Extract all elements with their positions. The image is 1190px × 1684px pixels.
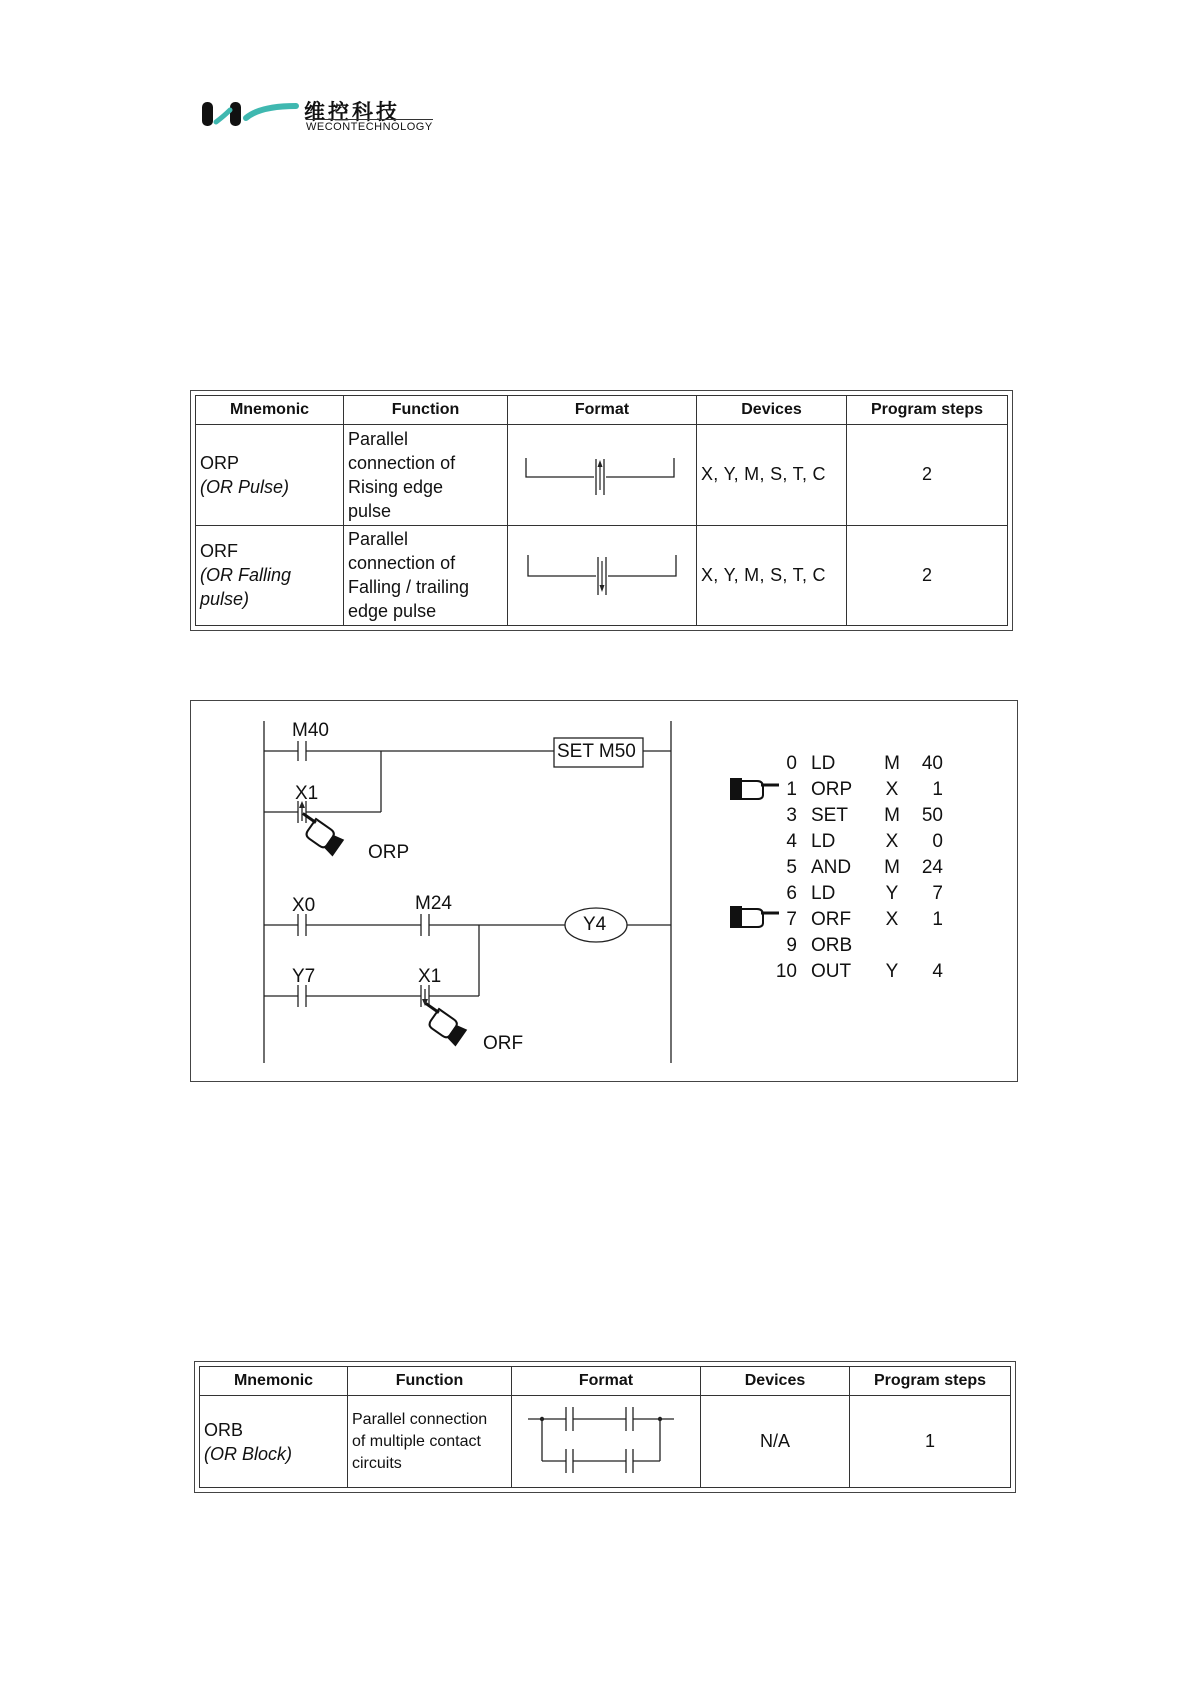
header-format: Format <box>512 1367 701 1396</box>
step-number: 1 <box>786 779 797 800</box>
step-number: 7 <box>786 909 797 930</box>
instruction: ORP <box>811 779 853 800</box>
logo-chinese-text: 维控科技 <box>304 100 400 124</box>
header-devices: Devices <box>697 396 847 425</box>
steps-cell: 2 <box>847 525 1008 626</box>
device: M <box>884 753 900 774</box>
instruction: ORF <box>811 909 852 930</box>
function-line: Falling / trailing <box>348 577 470 598</box>
mnemonic-orf-sub: pulse) <box>200 589 250 610</box>
device-number: 1 <box>932 779 943 800</box>
device: M <box>884 805 900 826</box>
mnemonic-orp: ORP <box>200 452 240 473</box>
contact-label-x1-falling: X1 <box>418 966 442 987</box>
table-row-orp <box>196 425 1008 526</box>
step-number: 10 <box>775 961 797 982</box>
pointing-hand-icon <box>293 811 344 855</box>
pointing-hand-icon <box>416 1001 467 1045</box>
function-line: edge pulse <box>348 601 437 622</box>
set-instruction-box: SET M50 <box>557 741 636 762</box>
table-row-orb <box>200 1396 1011 1488</box>
function-line: Parallel connection <box>352 1410 488 1428</box>
function-line: of multiple contact <box>352 1432 481 1450</box>
format-cell <box>508 425 697 526</box>
output-coil-y4: Y4 <box>583 914 607 935</box>
table-row-orf <box>196 525 1008 626</box>
steps-cell: 2 <box>847 425 1008 526</box>
contact-label-m24: M24 <box>415 893 452 914</box>
orb-block-diagram-icon <box>526 1399 686 1479</box>
instruction: LD <box>811 883 836 904</box>
format-cell <box>512 1396 701 1488</box>
function-line: connection of <box>348 553 456 574</box>
device-number: 0 <box>932 831 943 852</box>
mnemonic-orf-sub: (OR Falling <box>200 565 292 586</box>
step-number: 5 <box>786 857 797 878</box>
device-number: 24 <box>921 857 943 878</box>
devices-cell: N/A <box>701 1396 850 1488</box>
function-cell <box>344 525 508 626</box>
device-number: 4 <box>932 961 943 982</box>
step-number: 4 <box>786 831 797 852</box>
header-function: Function <box>348 1367 512 1396</box>
contact-label-x0: X0 <box>292 895 316 916</box>
step-number: 0 <box>786 753 797 774</box>
logo-english-text: WECONTECHNOLOGY <box>306 121 433 133</box>
mnemonic-cell <box>196 525 344 626</box>
instruction: SET <box>811 805 848 826</box>
function-line: connection of <box>348 452 456 473</box>
function-cell <box>348 1396 512 1488</box>
instruction: ORB <box>811 935 853 956</box>
instruction: LD <box>811 831 836 852</box>
header-program-steps: Program steps <box>850 1367 1011 1396</box>
device: X <box>885 909 899 930</box>
mnemonic-orf: ORF <box>200 541 238 562</box>
orb-table <box>194 1361 1016 1493</box>
header-mnemonic: Mnemonic <box>200 1367 348 1396</box>
format-cell <box>508 525 697 626</box>
step-number: 6 <box>786 883 797 904</box>
device-number: 40 <box>921 753 943 774</box>
mnemonic-orb: ORB <box>204 1419 244 1440</box>
function-line: circuits <box>352 1454 402 1472</box>
function-line: Rising edge <box>348 476 444 497</box>
function-cell <box>344 425 508 526</box>
device: X <box>885 831 899 852</box>
device: X <box>885 779 899 800</box>
mnemonic-cell <box>200 1396 348 1488</box>
function-line: Parallel <box>348 529 409 550</box>
device-number: 7 <box>932 883 943 904</box>
orp-orf-table <box>190 390 1013 631</box>
mnemonic-orb-sub: (OR Block) <box>204 1443 293 1464</box>
step-number: 3 <box>786 805 797 826</box>
mnemonic-cell <box>196 425 344 526</box>
falling-edge-contact-icon <box>522 543 682 603</box>
ladder-example-box <box>190 700 1018 1082</box>
contact-label-x1: X1 <box>295 783 319 804</box>
header-devices: Devices <box>701 1367 850 1396</box>
device: M <box>884 857 900 878</box>
logo-mark-icon <box>200 96 300 132</box>
header-mnemonic: Mnemonic <box>196 396 344 425</box>
company-logo <box>200 96 490 136</box>
steps-cell: 1 <box>850 1396 1011 1488</box>
contact-label-y7: Y7 <box>292 966 316 987</box>
device: Y <box>885 961 899 982</box>
devices-cell: X, Y, M, S, T, C <box>697 525 847 626</box>
step-number: 9 <box>786 935 797 956</box>
contact-label-m40: M40 <box>292 720 329 741</box>
header-format: Format <box>508 396 697 425</box>
instruction: OUT <box>811 961 852 982</box>
device: Y <box>885 883 899 904</box>
header-program-steps: Program steps <box>847 396 1008 425</box>
orf-label: ORF <box>483 1033 524 1054</box>
device-number: 50 <box>921 805 943 826</box>
function-line: pulse <box>348 500 392 521</box>
rising-edge-contact-icon <box>522 442 682 502</box>
instruction: AND <box>811 857 852 878</box>
instruction: LD <box>811 753 836 774</box>
orp-label: ORP <box>368 842 410 863</box>
function-line: Parallel <box>348 428 409 449</box>
devices-cell: X, Y, M, S, T, C <box>697 425 847 526</box>
header-function: Function <box>344 396 508 425</box>
mnemonic-orp-sub: (OR Pulse) <box>200 476 290 497</box>
device-number: 1 <box>932 909 943 930</box>
